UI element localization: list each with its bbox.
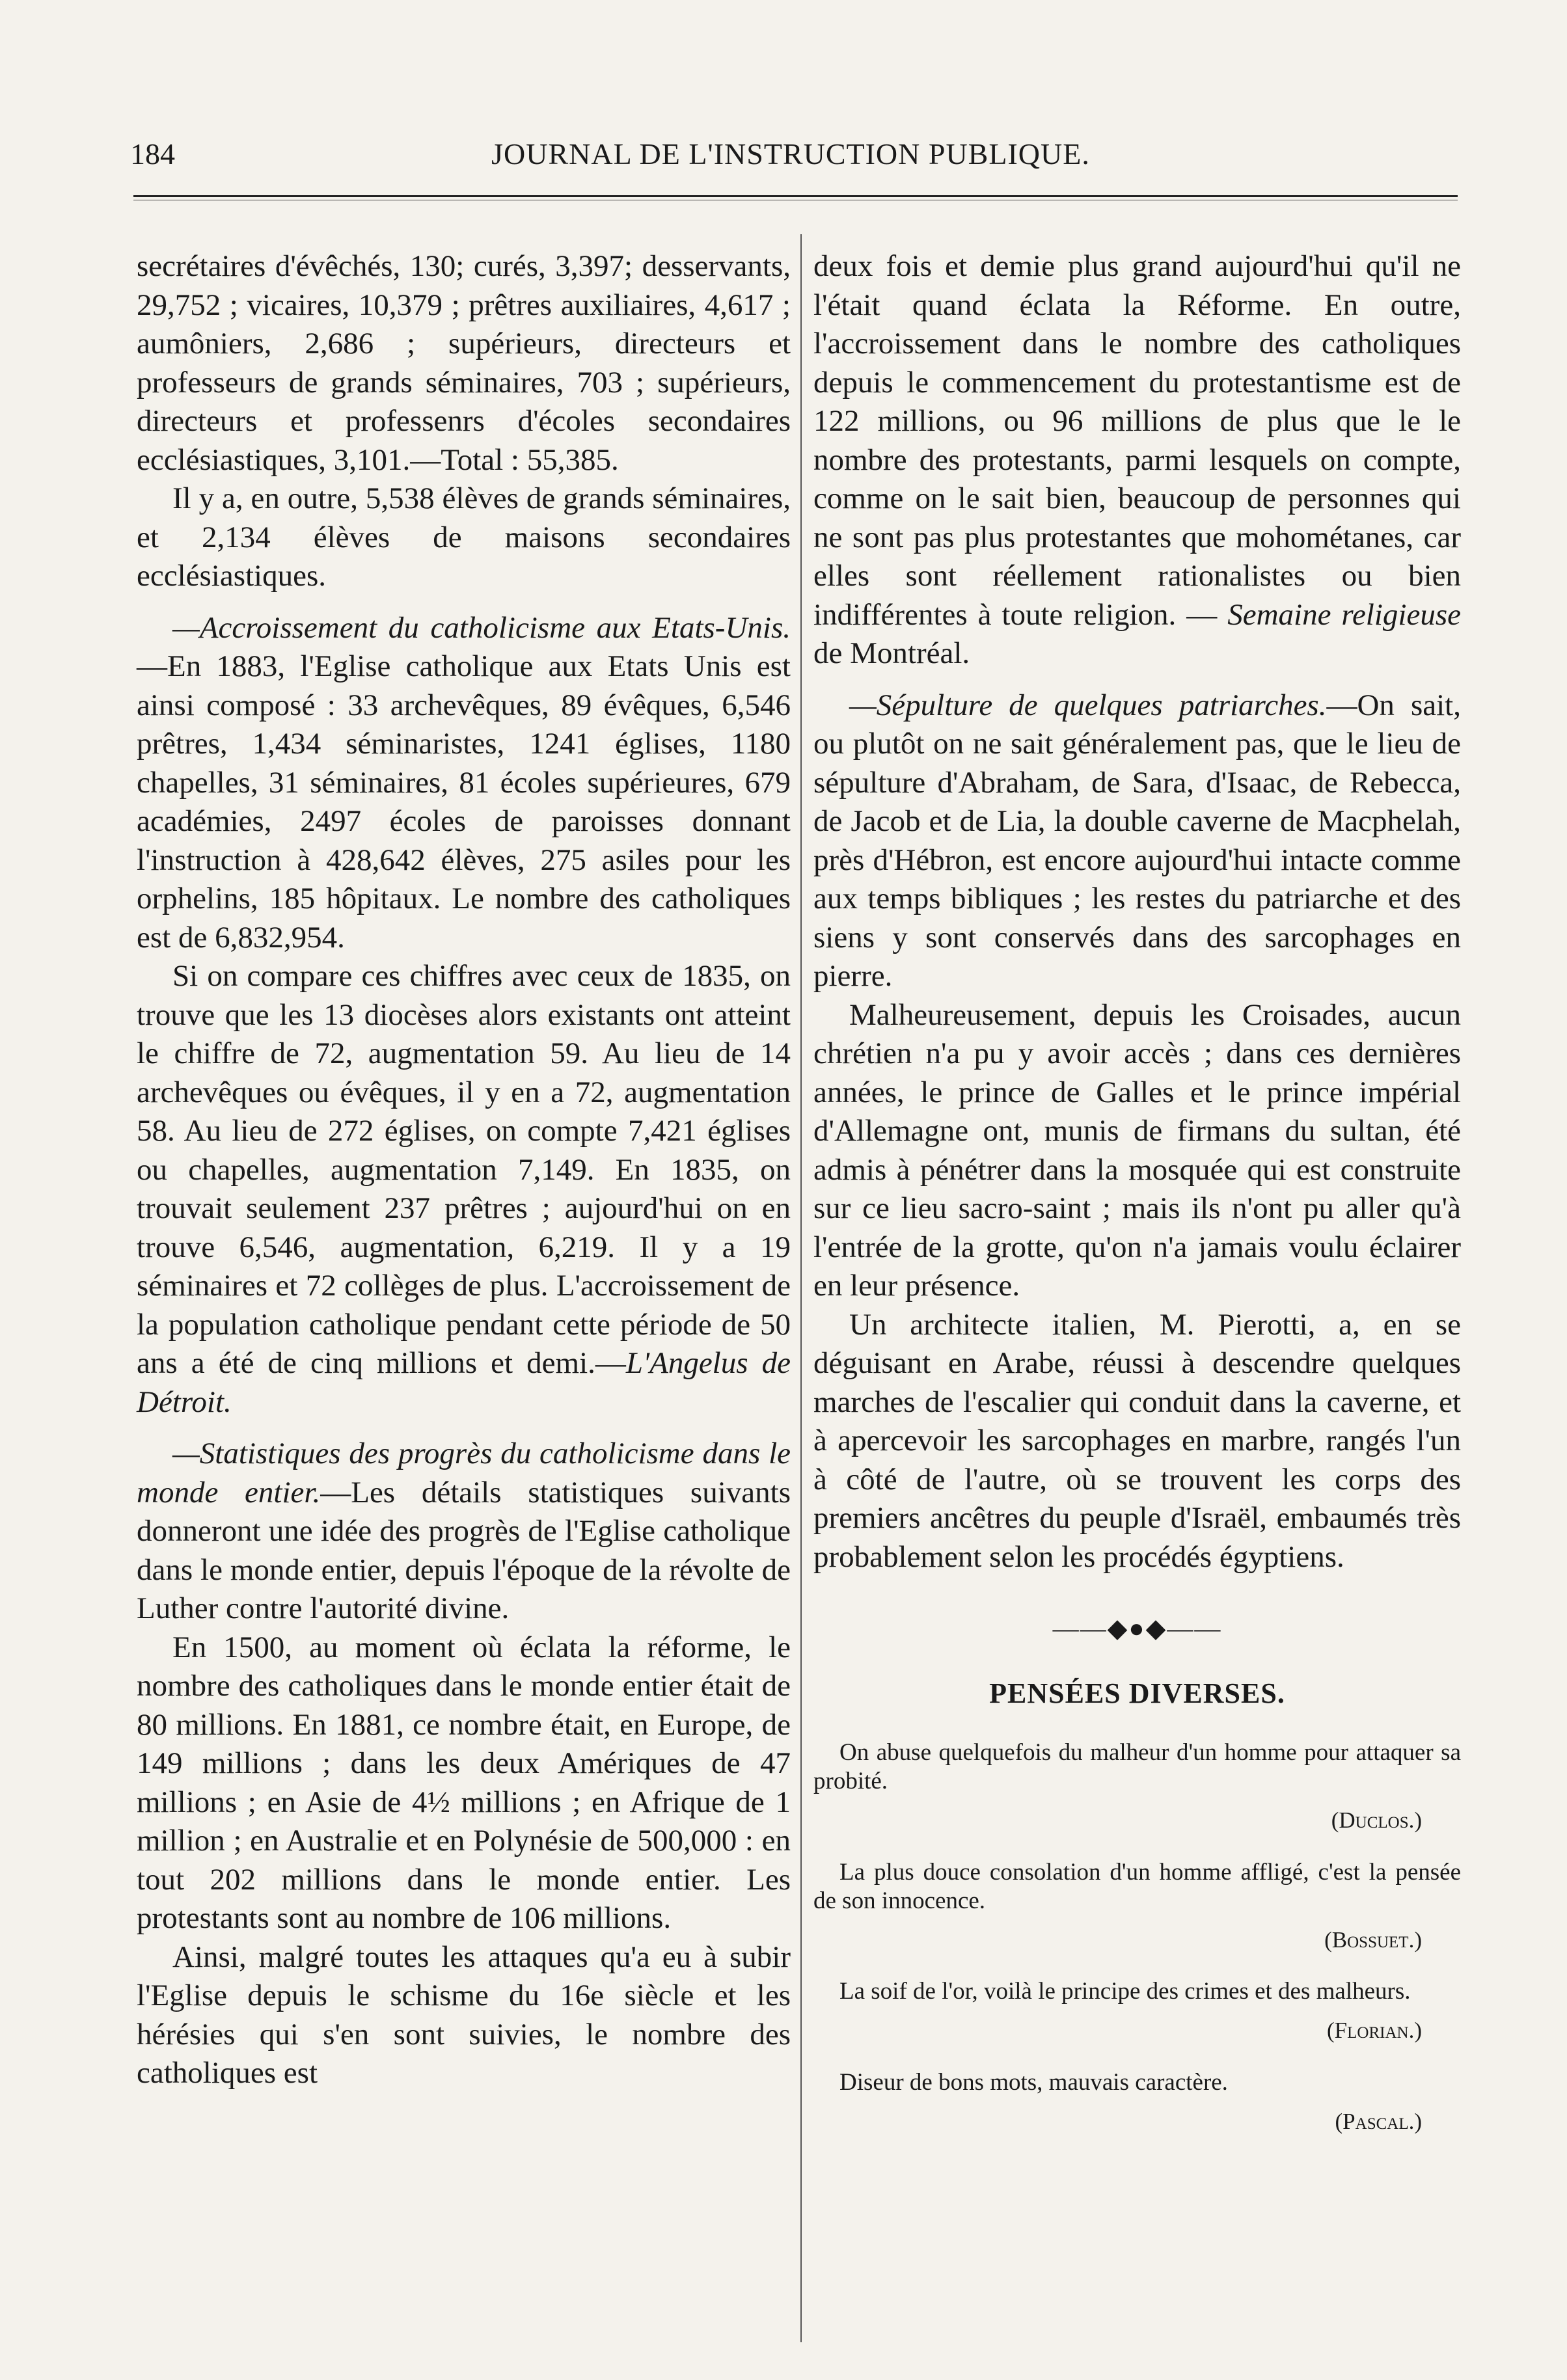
- article-sepulture: [813, 686, 1461, 996]
- article-statistiques: [137, 1435, 791, 1629]
- article-title: —Sépulture de quelques patriarches.: [849, 688, 1327, 722]
- paragraph-text: Si on compare ces chiffres avec ceux de 1835, on trouve que les 13 diocèses alors existants ont atteint le chiffre de 72, augmentation 59. Au lieu de 14 archevêques ou évêques, il y en a 72, augmentation 58. Au lieu de 272 églises, on compte 7,421 églises ou chapelles, augmentation 7,149. En 1835, on trouvait seulement 237 prêtres ; aujourd'hui on en trouve 6,546, augmentation, 6,219. Il y a 19 séminaires et 72 collèges de plus. L'accroissement de la population catholique pendant cette période de 50 ans a été de cinq millions et demi.—: [137, 959, 791, 1380]
- page-header: [130, 137, 1451, 182]
- quote: On abuse quelquefois du malheur d'un homme pour attaquer sa probité.: [813, 1739, 1461, 1794]
- paragraph-tail: de Montréal.: [813, 636, 970, 670]
- paragraph-text: deux fois et demie plus grand aujourd'hui qu'il ne l'était quand éclata la Réforme. En outre, l'accroissement dans le nombre des catholiques depuis le commencement du protestantisme est de 122 millions, ou 96 millions de plus que le le nombre des protestants, parmi lesquels on compte, comme on le sait bien, beaucoup de personnes qui ne sont pas plus protestantes que mohométanes, car elles sont réellement rationalistes ou bien indifférentes à toute religion. —: [813, 249, 1461, 632]
- paragraph: [813, 247, 1461, 673]
- section-heading: PENSÉES DIVERSES.: [989, 1677, 1285, 1709]
- paragraph: secrétaires d'évêchés, 130; curés, 3,397; desservants, 29,752 ; vicaires, 10,379 ; prêtres auxiliaires, 4,617 ; aumôniers, 2,686 ; supérieurs, directeurs et professeurs de grands séminaires, 703 ; supérieurs, directeurs et professenrs d'écoles secondaires ecclésiastiques, 3,101.—Total : 55,385.: [137, 249, 791, 477]
- paragraph: Il y a, en outre, 5,538 élèves de grands séminaires, et 2,134 élèves de maisons secondaires ecclésiastiques.: [137, 481, 791, 593]
- quote-author: (Pascal.): [1335, 2108, 1422, 2134]
- article-title: —Statistiques des progrès du catholicisme dans le monde entier.: [137, 1437, 791, 1509]
- column-divider: [800, 234, 802, 2342]
- article-text: —Les détails statistiques suivants donneront une idée des progrès de l'Eglise catholique dans le monde entier, depuis l'époque de la révolte de Luther contre l'autorité divine.: [137, 1475, 791, 1625]
- source-citation: L'Angelus de Détroit.: [137, 1346, 791, 1419]
- paragraph: Malheureusement, depuis les Croisades, aucun chrétien n'a pu y avoir accès ; dans ces dernières années, le prince de Galles et le prince impérial d'Allemagne ont, munis de firmans du sultan, été admis à pénétrer dans la mosquée qui est construite sur ce lieu sacro-saint ; mais ils n'ont pu aller qu'à l'entrée de la grotte, qu'on n'a jamais voulu éclairer en leur présence.: [813, 997, 1461, 1303]
- ornament-divider: ——◆●◆——: [1052, 1614, 1222, 1643]
- paragraph: Un architecte italien, M. Pierotti, a, en se déguisant en Arabe, réussi à descendre quelques marches de l'escalier qui conduit dans la caverne, et à apercevoir les sarcophages en marbre, rangés l'un à côté de l'autre, où se trouvent les corps des premiers ancêtres du peuple d'Israël, embaumés très probablement selon les procédés égyptiens.: [813, 1307, 1461, 1574]
- left-column: [137, 247, 791, 2093]
- paragraph: [137, 957, 791, 1422]
- quote: La plus douce consolation d'un homme affligé, c'est la pensée de son innocence.: [813, 1858, 1461, 1914]
- paragraph: Ainsi, malgré toutes les attaques qu'a eu à subir l'Eglise depuis le schisme du 16e siècle et les hérésies qui s'en sont suivies, le nombre des catholiques est: [137, 1940, 791, 2090]
- page-number: 184: [130, 137, 175, 170]
- quote-author: (Duclos.): [1331, 1807, 1422, 1833]
- quote-author: (Bossuet.): [1324, 1927, 1422, 1953]
- quote-author: (Florian.): [1327, 2018, 1422, 2043]
- quote: La soif de l'or, voilà le principe des crimes et des malheurs.: [839, 1978, 1411, 2005]
- quote: Diseur de bons mots, mauvais caractère.: [839, 2068, 1228, 2096]
- article-text: —En 1883, l'Eglise catholique aux Etats Unis est ainsi composé : 33 archevêques, 89 évêques, 6,546 prêtres, 1,434 séminaristes, 1241 églises, 1180 chapelles, 31 séminaires, 81 écoles supérieures, 679 académies, 2497 écoles de paroisses donnant l'instruction à 428,642 élèves, 275 asiles pour les orphelins, 185 hôpitaux. Le nombre des catholiques est de 6,832,954.: [137, 649, 791, 954]
- journal-title: JOURNAL DE L'INSTRUCTION PUBLIQUE.: [491, 137, 1090, 170]
- right-column: [813, 247, 1461, 2159]
- article-title: —Accroissement du catholicisme aux Etats-Unis.: [172, 610, 791, 645]
- header-rule: [133, 195, 1458, 197]
- article-text: —On sait, ou plutôt on ne sait généralement pas, que le lieu de sépulture d'Abraham, de Sara, d'Isaac, de Rebecca, de Jacob et de Lia, la double caverne de Macphelah, près d'Hébron, est encore aujourd'hui intacte comme aux temps bibliques ; les restes du patriarche et des siens y sont conservés dans des sarcophages en pierre.: [813, 688, 1461, 993]
- source-citation: Semaine religieuse: [1227, 597, 1461, 632]
- paragraph: En 1500, au moment où éclata la réforme, le nombre des catholiques dans le monde entier était de 80 millions. En 1881, ce nombre était, en Europe, de 149 millions ; dans les deux Amériques de 47 millions ; en Asie de 4½ millions ; en Afrique de 1 million ; en Australie et en Polynésie de 500,000 : en tout 202 millions dans le monde entier. Les protestants sont au nombre de 106 millions.: [137, 1630, 791, 1935]
- article-accroissement: [137, 609, 791, 958]
